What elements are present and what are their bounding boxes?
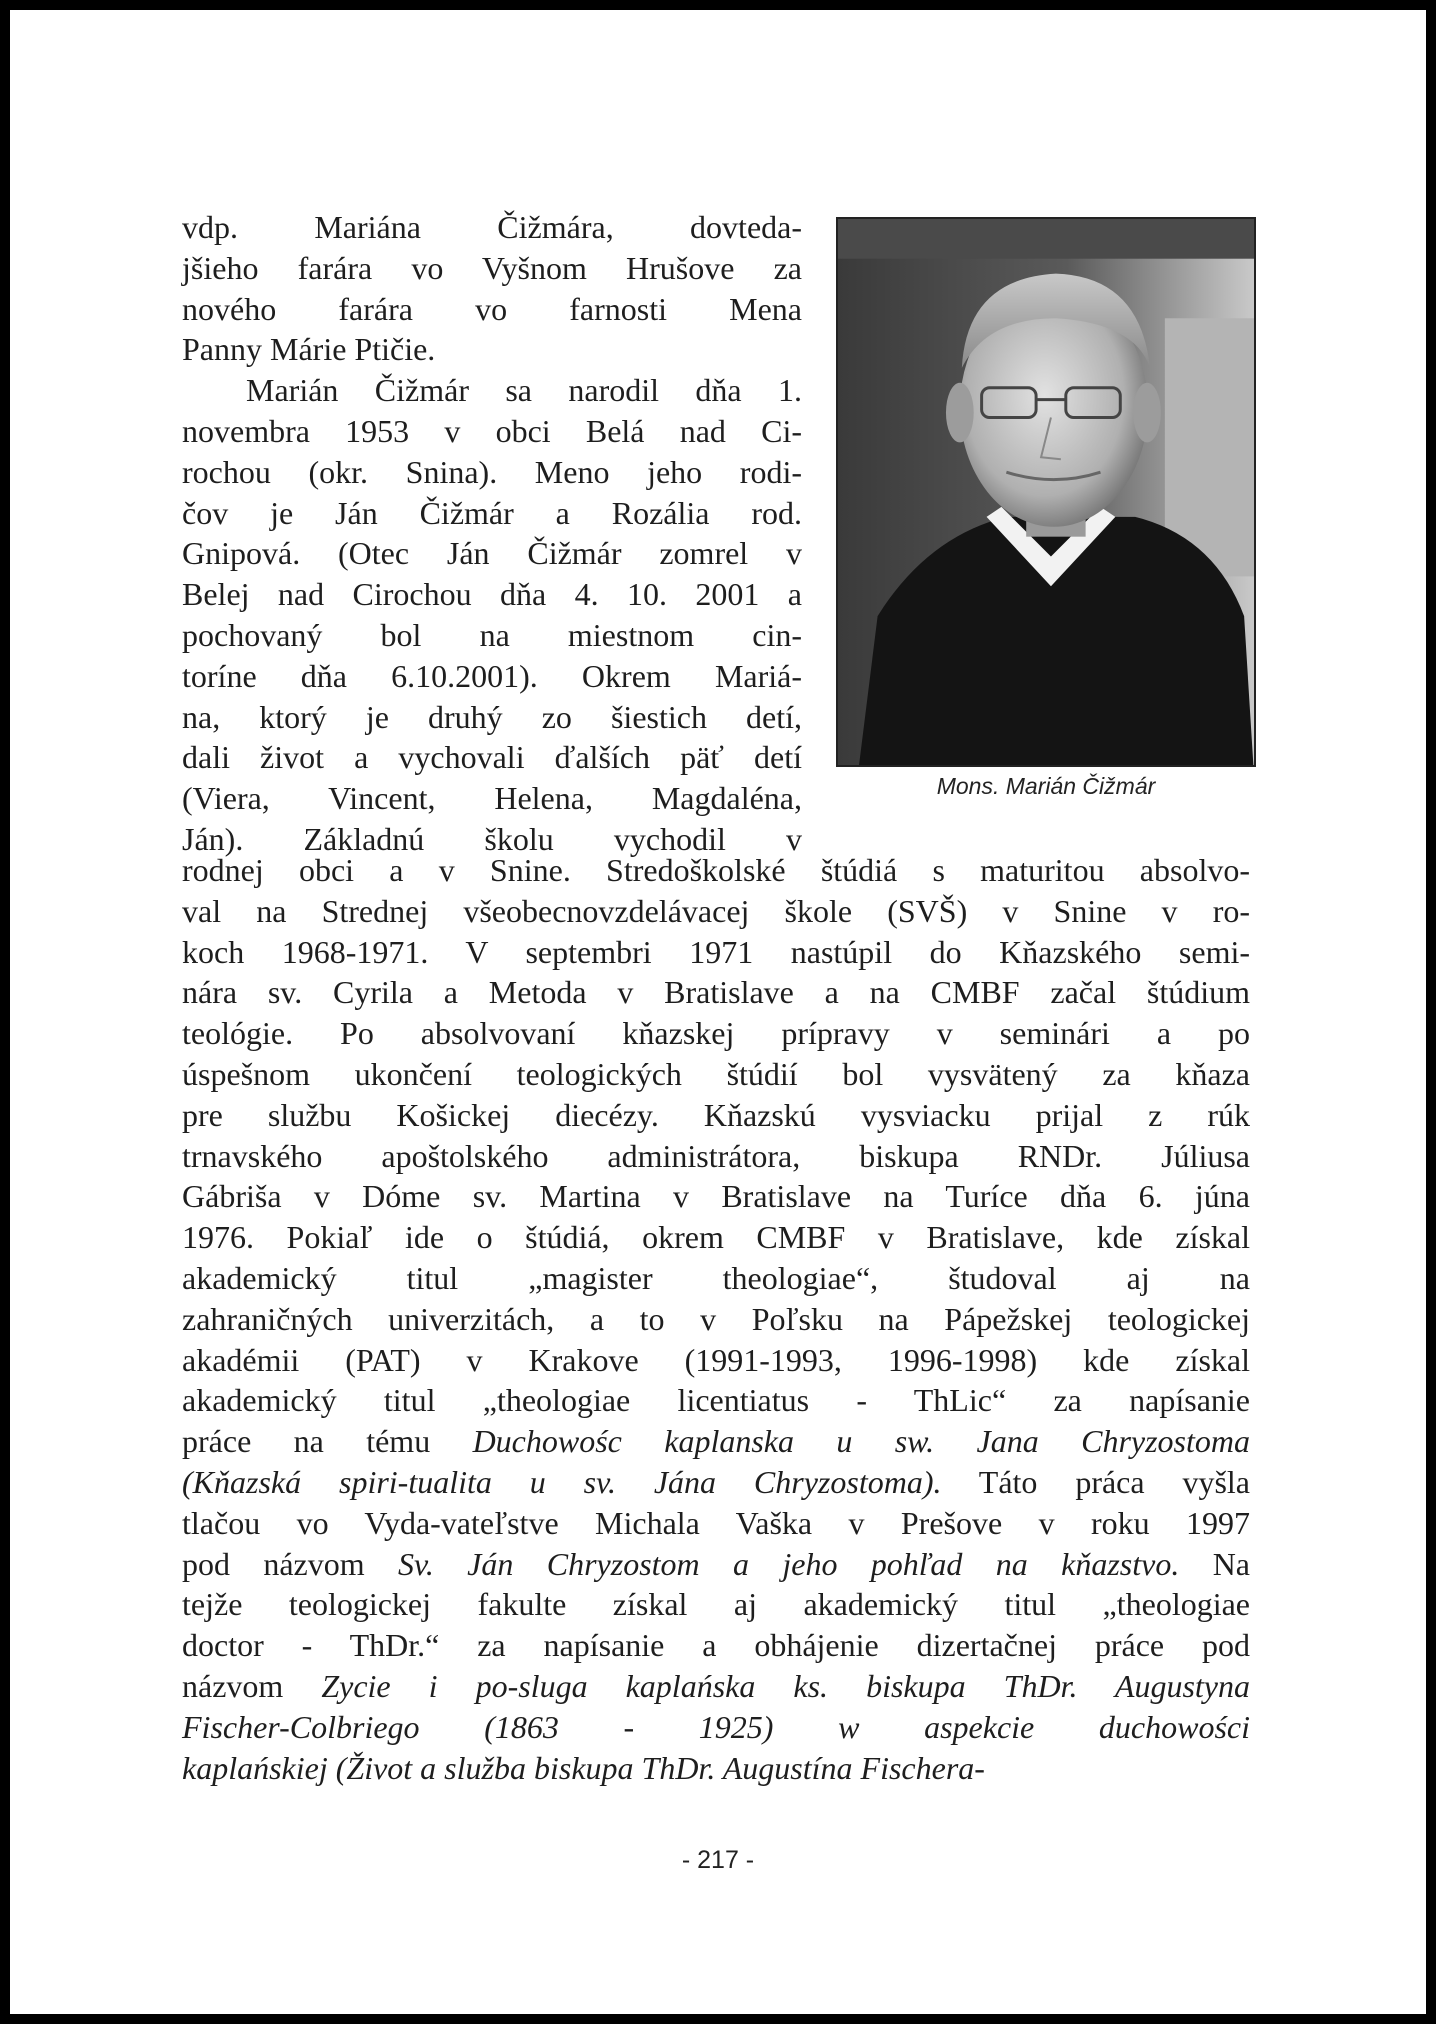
italic-title-text: Duchowośc kaplanska u sw. Jana Chryzostoma (472, 1423, 1251, 1460)
italic-title-text: Zycie i po-sluga kaplańska ks. biskupa ThDr. Augustyna (321, 1668, 1251, 1704)
text-line: zahraničných univerzitách, a to v Poľsku na Pápežskej teologickej (182, 1300, 1250, 1337)
text-line: val na Strednej všeobecnovzdelávacej škole (SVŠ) v Snine v ro- (182, 892, 1250, 929)
italic-title-text: Sv. Ján Chryzostom a jeho pohľad na kňazstvo. (398, 1545, 1180, 1582)
text-line: rochou (okr. Snina). Meno jeho rodi- (182, 453, 802, 490)
text-line: nára sv. Cyrila a Metoda v Bratislave a na CMBF začal štúdium (182, 974, 1250, 1011)
text-line: jšieho farára vo Vyšnom Hrušove za (182, 249, 802, 286)
text-line: Belej nad Cirochou dňa 4. 10. 2001 a (182, 576, 802, 613)
text-line: čov je Ján Čižmár a Rozália rod. (182, 494, 802, 531)
italic-title-text: Fischer-Colbriego (1863 - 1925) w aspekcie duchowości (182, 1708, 1250, 1745)
text-line: pochovaný bol na miestnom cin- (182, 617, 802, 653)
text-line: teológie. Po absolvovaní kňazskej prípravy v seminári a po (182, 1015, 1250, 1052)
text-line: na, ktorý je druhý zo šiestich detí, (182, 698, 802, 735)
text-run: pod názvom (182, 1545, 398, 1582)
text-line: nového farára vo farnosti Mena (182, 290, 802, 327)
text-line (182, 1544, 1250, 1584)
text-line (182, 1707, 1250, 1747)
text-line: tlačou vo Vyda-vateľstve Michala Vaška v Prešove v roku 1997 (182, 1504, 1250, 1541)
text-line: úspešnom ukončení teologických štúdií bol vysvätený za kňaza (182, 1056, 1250, 1092)
text-line: toríne dňa 6.10.2001). Okrem Mariá- (182, 657, 802, 694)
portrait-image (838, 219, 1254, 765)
text-line: doctor - ThDr.“ za napísanie a obhájenie dizertačnej práce pod (182, 1627, 1250, 1664)
text-line: Marián Čižmár sa narodil dňa 1. (246, 372, 802, 409)
text-run: Táto práca vyšla (941, 1464, 1251, 1500)
text-line (182, 1462, 1250, 1502)
text-line: dali život a vychovali ďalších päť detí (182, 739, 802, 776)
photo-caption: Mons. Marián Čižmár (936, 773, 1156, 799)
text-run: práce na tému (182, 1423, 473, 1460)
italic-title-text: kaplańskiej (Život a služba biskupa ThDr. Augustína Fischera- (182, 1749, 985, 1786)
text-line: (Viera, Vincent, Helena, Magdaléna, (182, 780, 802, 817)
text-line: Panny Márie Ptičie. (182, 331, 436, 368)
page-number: - 217 - (681, 1846, 755, 1874)
text-line: akademický titul „magister theologiae“, študoval aj na (182, 1260, 1250, 1296)
text-line: tejže teologickej fakulte získal aj akademický titul „theologiae (182, 1586, 1250, 1623)
text-line: akadémii (PAT) v Krakove (1991-1993, 1996-1998) kde získal (182, 1341, 1250, 1378)
text-line: Gnipová. (Otec Ján Čižmár zomrel v (182, 535, 802, 572)
text-line: koch 1968-1971. V septembri 1971 nastúpil do Kňazského semi- (182, 933, 1250, 970)
text-line (182, 1421, 1250, 1461)
text-run: názvom (182, 1668, 322, 1704)
text-line: trnavského apoštolského administrátora, biskupa RNDr. Júliusa (182, 1137, 1250, 1174)
text-run: Na (1179, 1545, 1251, 1582)
text-line (182, 1748, 1250, 1788)
text-line (182, 1666, 1250, 1706)
document-page (10, 10, 1426, 2014)
text-line: rodnej obci a v Snine. Stredoškolské štúdiá s maturitou absolvo- (182, 852, 1250, 888)
text-line: pre službu Košickej diecézy. Kňazskú vysviacku prijal z rúk (182, 1096, 1250, 1133)
text-line: Ján). Základnú školu vychodil v (182, 821, 802, 857)
text-line: Gábriša v Dóme sv. Martina v Bratislave na Turíce dňa 6. júna (182, 1178, 1250, 1215)
text-line: novembra 1953 v obci Belá nad Ci- (182, 413, 802, 449)
text-line: 1976. Pokiaľ ide o štúdiá, okrem CMBF v Bratislave, kde získal (182, 1219, 1250, 1256)
text-line: vdp. Mariána Čižmára, dovteda- (182, 209, 802, 245)
portrait-photo (836, 217, 1256, 767)
italic-title-text: (Kňazská spiri-tualita u sv. Jána Chryzostoma). (182, 1464, 942, 1500)
text-line: akademický titul „theologiae licentiatus - ThLic“ za napísanie (182, 1382, 1250, 1419)
